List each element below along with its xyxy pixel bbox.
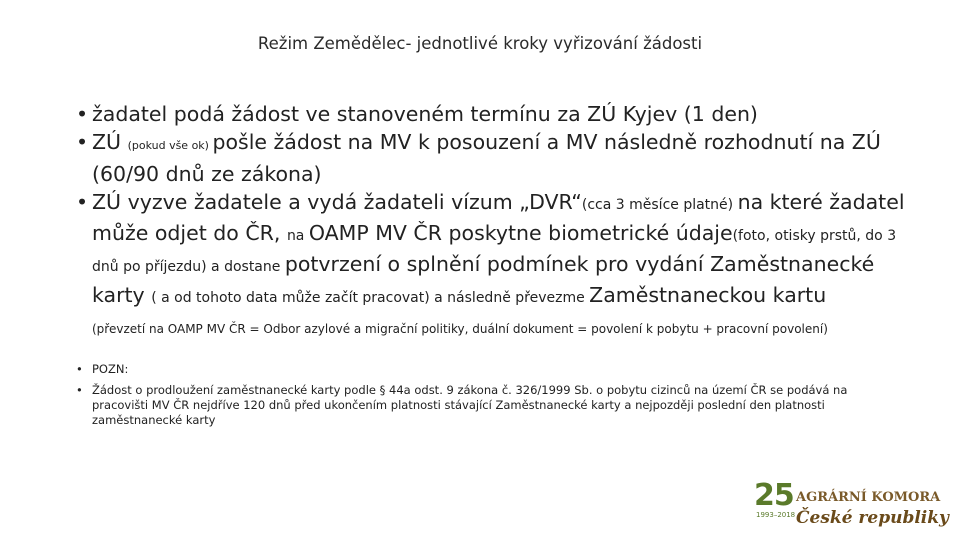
note-1: • POZN:: [76, 362, 896, 377]
bullet-3-part-4: na: [286, 228, 309, 244]
notes-list: [76, 362, 896, 434]
bullet-2-small: (pokud vše ok): [127, 139, 213, 152]
bullet-3-part-5: OAMP MV ČR poskytne biometrické údaje: [308, 221, 733, 245]
logo-years: 1993–2018: [756, 511, 796, 519]
bullet-3-part-9: Zaměstnaneckou kartu: [589, 283, 827, 307]
bullet-3-part-7: potvrzení o splnění podmínek pro vydání Zaměstnanecké karty: [92, 252, 875, 307]
note-2: • Žádost o prodloužení zaměstnanecké karty podle § 44a odst. 9 zákona č. 326/1999 Sb. o pobytu cizinců na území ČR se podává na pracovišti MV ČR nejdříve 120 dnů před ukončením platnosti stávající Zaměstnanecké karty a nejpozději poslední den platnosti zaměstnanecké karty: [76, 383, 896, 428]
bullet-2-pre: ZÚ: [92, 130, 128, 154]
logo-number: 25: [754, 478, 794, 513]
bullet-3: [76, 188, 916, 340]
bullet-3-part-8: ( a od tohoto data může začít pracovat) a následně převezme: [151, 290, 590, 306]
bullet-1-text: žadatel podá žádost ve stanoveném termínu za ZÚ Kyjev (1 den): [92, 102, 758, 126]
bullet-1: [76, 100, 916, 128]
main-bullet-list: [76, 100, 916, 340]
agrarni-komora-logo: [754, 478, 950, 532]
logo-line-1: AGRÁRNÍ KOMORA: [796, 490, 941, 505]
logo-line-2: České republiky: [796, 508, 949, 528]
bullet-3-part-6: (foto, otisky prstů, do 3 dnů po příjezdu) a dostane: [92, 228, 897, 275]
bullet-3-part-2: (cca 3 měsíce platné): [581, 197, 738, 213]
bullet-2-post: pošle žádost na MV k posouzení a MV následně rozhodnutí na ZÚ (60/90 dnů ze zákona): [92, 130, 881, 186]
bullet-3-part-10: (převzetí na OAMP MV ČR = Odbor azylové a migrační politiky, duální dokument = povolení k pobytu + pracovní povolení): [92, 322, 828, 336]
bullet-3-part-1: ZÚ vyzve žadatele a vydá žadateli vízum „DVR“: [92, 190, 582, 214]
bullet-3-part-3: na které žadatel může odjet do ČR,: [92, 190, 905, 245]
bullet-2: [76, 128, 916, 188]
page-title: Režim Zemědělec- jednotlivé kroky vyřizování žádosti: [257, 34, 703, 53]
